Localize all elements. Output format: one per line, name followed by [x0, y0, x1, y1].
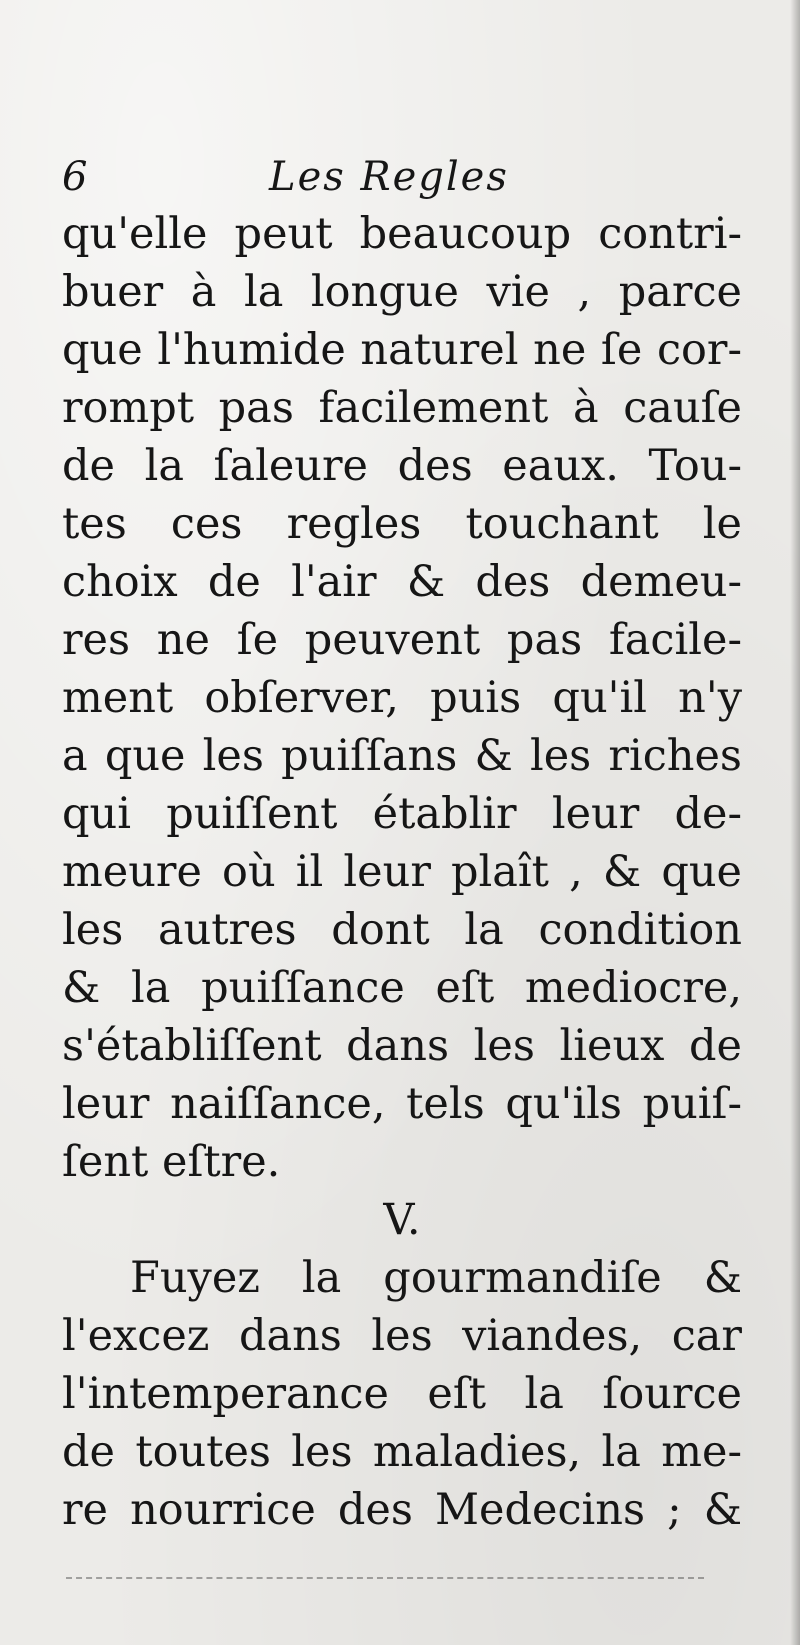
text-line: s'établiſſent dans les lieux de: [62, 1021, 742, 1071]
text-line: de toutes les maladies, la me-: [62, 1427, 742, 1477]
text-line: leur naiſſance, tels qu'ils puiſ-: [62, 1079, 742, 1129]
text-line: rompt pas facilement à cauſe: [62, 383, 742, 433]
text-line: buer à la longue vie , parce: [62, 267, 742, 317]
text-line: l'excez dans les viandes, car: [62, 1311, 742, 1361]
text-line: que l'humide naturel ne ſe cor-: [62, 325, 742, 375]
text-line: qui puiſſent établir leur de-: [62, 789, 742, 839]
text-line: de la ſaleure des eaux. Tou-: [62, 441, 742, 491]
section-heading: V.: [383, 1195, 421, 1245]
page-edge-shadow: [790, 0, 800, 1645]
bottom-rule: [66, 1577, 704, 1579]
text-line: ſent eſtre.: [62, 1137, 281, 1187]
text-line: a que les puiſſans & les riches: [62, 731, 742, 781]
running-title: Les Regles: [269, 154, 509, 200]
text-line: choix de l'air & des demeu-: [62, 557, 742, 607]
text-line: meure où il leur plaît , & que: [62, 847, 742, 897]
page-header: [62, 152, 752, 202]
text-line: ment obſerver, puis qu'il n'y: [62, 673, 742, 723]
text-line: qu'elle peut beaucoup contri-: [62, 209, 742, 259]
body-text: [62, 205, 742, 1539]
text-line: les autres dont la condition: [62, 905, 742, 955]
text-line: tes ces regles touchant le: [62, 499, 742, 549]
text-line: Fuyez la gourmandiſe &: [130, 1253, 742, 1303]
text-line: re nourrice des Medecins ; &: [62, 1485, 742, 1535]
text-line: res ne ſe peuvent pas facile-: [62, 615, 742, 665]
text-line: l'intemperance eſt la ſource: [62, 1369, 742, 1419]
page-number: 6: [62, 154, 88, 200]
text-line: & la puiſſance eſt mediocre,: [62, 963, 742, 1013]
